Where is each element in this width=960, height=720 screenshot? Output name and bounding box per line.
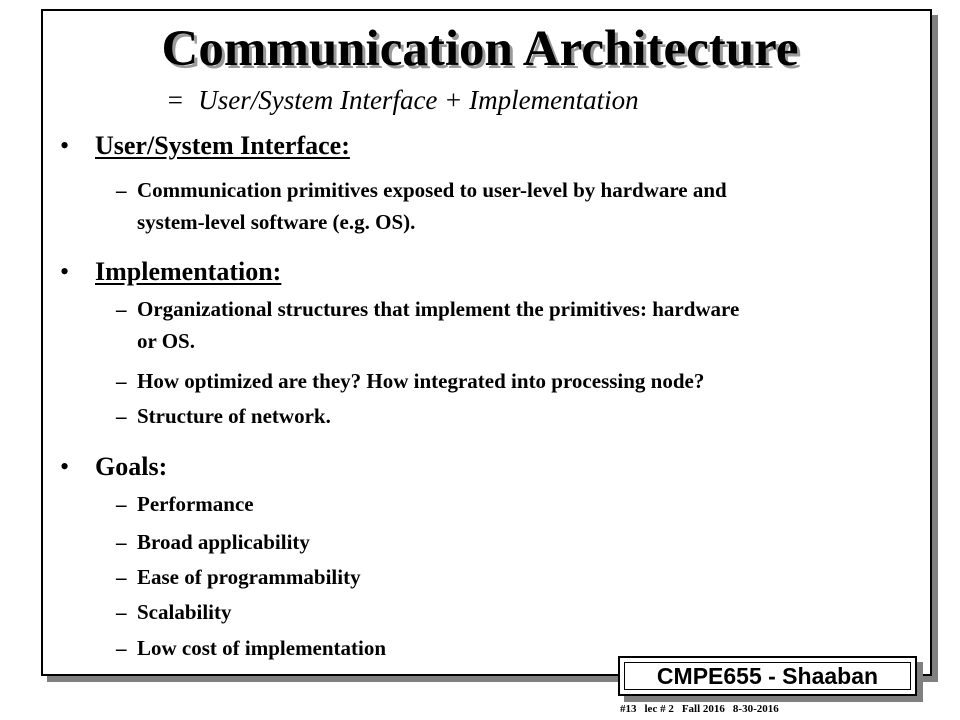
sub-item-line: How optimized are they? How integrated into processing node? (137, 369, 705, 393)
footer-lecture: lec # 2 (644, 703, 674, 715)
sub-item (116, 561, 361, 593)
sub-item-line: Performance (137, 492, 254, 516)
bullet-label: Implementation: (95, 257, 282, 286)
bullet-goals (60, 451, 167, 483)
bullet-dot: • (60, 131, 70, 160)
sub-item (116, 632, 386, 664)
sub-item-line: Low cost of implementation (137, 636, 387, 660)
sub-item-line: or OS. (137, 329, 195, 353)
sub-item-line: Organizational structures that implement the primitives: hardware (137, 297, 740, 321)
footer-term: Fall 2016 (681, 703, 725, 715)
sub-item (116, 174, 727, 238)
dash-glyph: – (116, 297, 127, 321)
subtitle-equals: = (166, 85, 185, 115)
footer-date: 8-30-2016 (732, 703, 779, 715)
sub-item-line: Communication primitives exposed to user-level by hardware and (137, 178, 727, 202)
sub-item-line: Structure of network. (137, 404, 331, 428)
dash-glyph: – (116, 492, 127, 516)
dash-glyph: – (116, 178, 127, 202)
sub-item-line: Scalability (137, 600, 232, 624)
bullet-label: User/System Interface: (95, 131, 350, 160)
dash-glyph: – (116, 565, 127, 589)
dash-glyph: – (116, 530, 127, 554)
sub-item (116, 400, 331, 432)
slide-footer (620, 702, 787, 716)
bullet-user-system-interface (60, 130, 350, 162)
course-badge (618, 656, 917, 696)
bullet-dot: • (60, 257, 70, 286)
sub-item-line: Broad applicability (137, 530, 310, 554)
sub-item (116, 365, 704, 397)
dash-glyph: – (116, 404, 127, 428)
sub-item (116, 526, 310, 558)
sub-item (116, 596, 232, 628)
slide-title: Communication Architecture (161, 21, 799, 77)
bullet-label: Goals: (95, 452, 168, 481)
sub-item (116, 488, 254, 520)
sub-item-line: Ease of programmability (137, 565, 361, 589)
bullet-implementation (60, 256, 281, 288)
sub-item-line: system-level software (e.g. OS). (137, 210, 416, 234)
subtitle-text: User/System Interface + Implementation (198, 85, 639, 115)
course-badge-label: CMPE655 - Shaaban (624, 662, 911, 690)
dash-glyph: – (116, 600, 127, 624)
bullet-dot: • (60, 452, 70, 481)
footer-slide-number: #13 (620, 703, 637, 715)
slide-subtitle (166, 82, 639, 118)
sub-item (116, 293, 739, 357)
dash-glyph: – (116, 636, 127, 660)
dash-glyph: – (116, 369, 127, 393)
